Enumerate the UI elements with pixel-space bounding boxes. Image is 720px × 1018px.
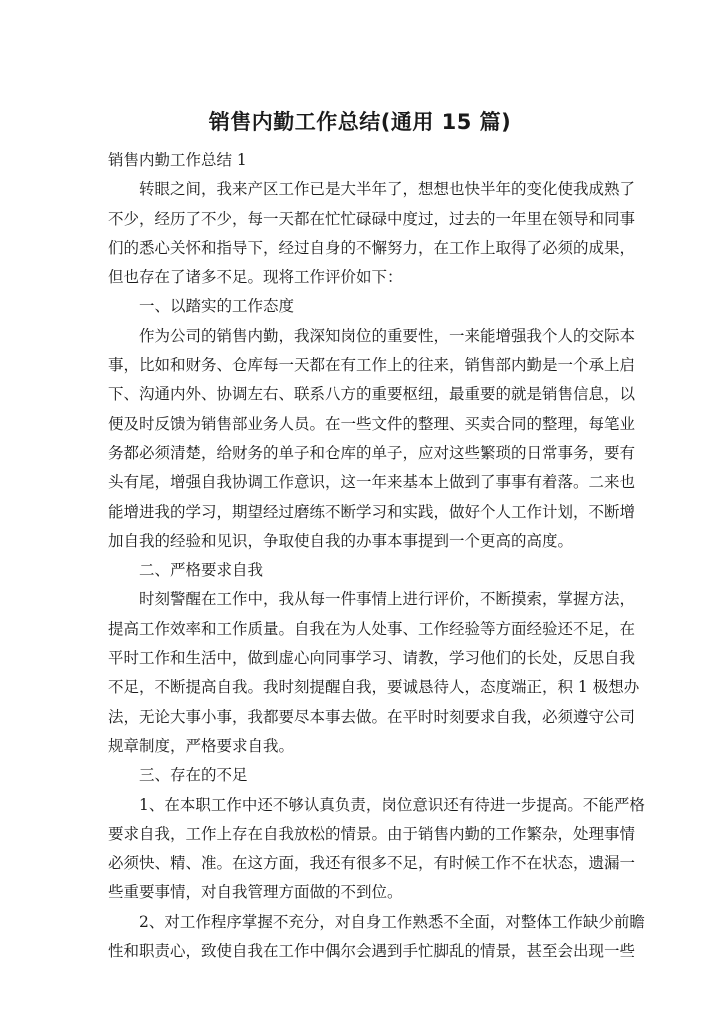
document-body [108,146,645,966]
paragraph-line: 务都必须清楚，给财务的单子和仓库的单子，应对这些繁琐的日常事务，要有 [108,443,636,462]
document-title: 销售内勤工作总结(通用 15 篇) [208,110,512,134]
section-heading: 二、严格要求自我 [139,561,264,580]
paragraph-line: 法，无论大事小事，我都要尽本事去做。在平时时刻要求自我，必须遵守公司 [108,707,636,726]
paragraph-line: 2、对工作程序掌握不充分，对自身工作熟悉不全面，对整体工作缺少前瞻 [139,912,645,931]
paragraph-line: 头有尾，增强自我协调工作意识，这一年来基本上做到了事事有着落。二来也 [108,473,636,492]
paragraph-line: 必须快、精、准。在这方面，我还有很多不足，有时候工作不在状态，遗漏一 [108,854,636,873]
paragraph-line: 平时工作和生活中，做到虚心向同事学习、请教，学习他们的长处，反思自我 [108,649,636,668]
paragraph-line: 1、在本职工作中还不够认真负责，岗位意识还有待进一步提高。不能严格 [139,795,645,814]
section-heading: 一、以踏实的工作态度 [139,297,295,316]
paragraph-line: 不少，经历了不少，每一天都在忙忙碌碌中度过，过去的一年里在领导和同事 [108,209,636,228]
paragraph-line: 时刻警醒在工作中，我从每一件事情上进行评价，不断摸索，掌握方法， [139,590,636,609]
paragraph-line: 转眼之间，我来产区工作已是大半年了，想想也快半年的变化使我成熟了 [139,180,636,199]
paragraph-line: 性和职责心，致使自我在工作中偶尔会遇到手忙脚乱的情景，甚至会出现一些 [108,942,636,961]
paragraph-line: 规章制度，严格要求自我。 [108,736,295,755]
paragraph-line: 便及时反馈为销售部业务人员。在一些文件的整理、买卖合同的整理，每笔业 [108,414,636,433]
paragraph-line: 但也存在了诸多不足。现将工作评价如下： [108,268,403,287]
paragraph-line: 要求自我，工作上存在自我放松的情景。由于销售内勤的工作繁杂，处理事情 [108,824,636,843]
paragraph-line: 事，比如和财务、仓库每一天都在有工作上的往来，销售部内勤是一个承上启 [108,356,636,375]
section-heading: 三、存在的不足 [139,766,248,785]
paragraph-line: 不足，不断提高自我。我时刻提醒自我，要诚恳待人，态度端正，积 1 极想办 [108,678,640,697]
paragraph-line: 提高工作效率和工作质量。自我在为人处事、工作经验等方面经验还不足，在 [108,619,636,638]
paragraph-line: 能增进我的学习，期望经过磨练不断学习和实践，做好个人工作计划，不断增 [108,502,636,521]
paragraph-line: 作为公司的销售内勤，我深知岗位的重要性，一来能增强我个人的交际本 [139,326,636,345]
section-subtitle: 销售内勤工作总结 1 [108,151,247,169]
paragraph-line: 加自我的经验和见识，争取使自我的办事本事提到一个更高的高度。 [108,531,574,550]
paragraph-line: 们的悉心关怀和指导下，经过自身的不懈努力，在工作上取得了必须的成果， [108,238,636,257]
paragraph-line: 下、沟通内外、协调左右、联系八方的重要枢纽，最重要的就是销售信息，以 [108,385,636,404]
paragraph-line: 些重要事情，对自我管理方面做的不到位。 [108,883,403,902]
